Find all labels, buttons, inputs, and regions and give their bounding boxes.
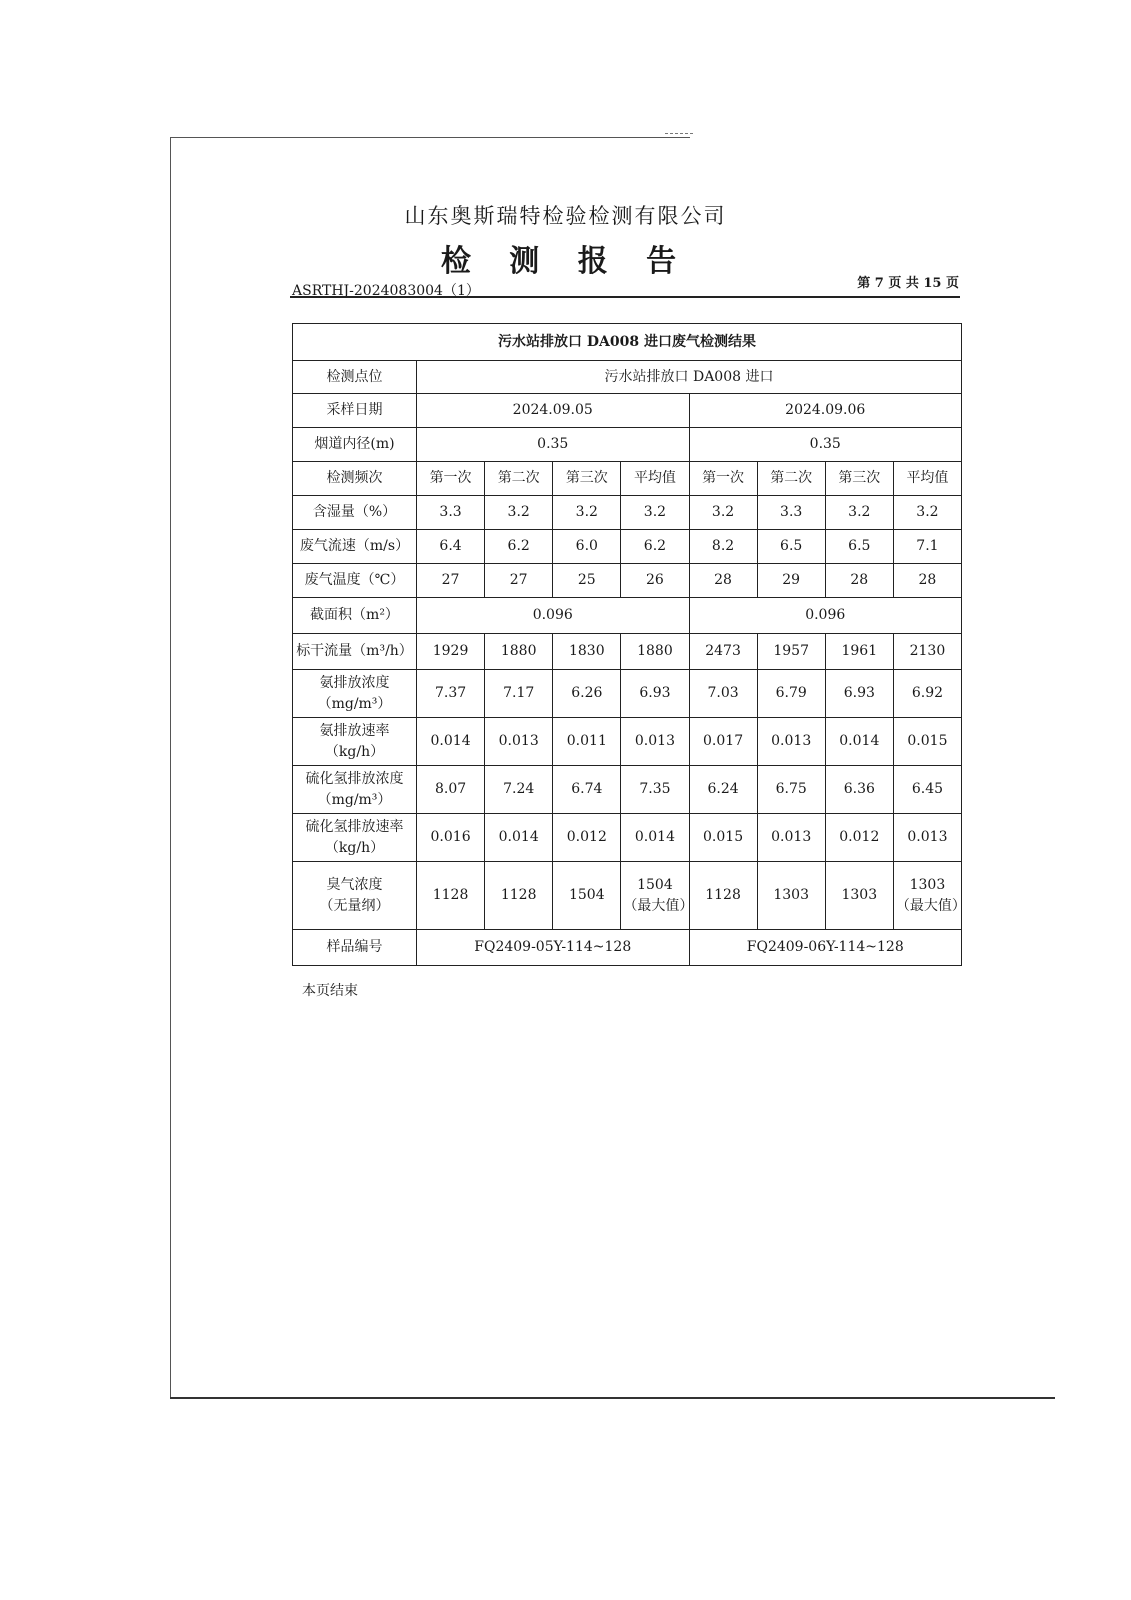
value-cell: 6.5 xyxy=(825,530,893,564)
row-label: 样品编号 xyxy=(293,930,417,966)
value-cell: 0.013 xyxy=(893,814,961,862)
table-row xyxy=(293,718,962,766)
table-row xyxy=(293,766,962,814)
table-row xyxy=(293,598,962,634)
table-caption: 污水站排放口 DA008 进口废气检测结果 xyxy=(293,324,962,361)
value-cell: 0.015 xyxy=(689,814,757,862)
date-day2: 2024.09.06 xyxy=(689,394,962,428)
value-cell: 0.015 xyxy=(893,718,961,766)
value-cell: 3.2 xyxy=(553,496,621,530)
page-frame-bottom xyxy=(170,1397,1055,1399)
value-cell: 1128 xyxy=(485,862,553,930)
freq-cell: 第一次 xyxy=(689,462,757,496)
value-cell: 27 xyxy=(485,564,553,598)
value-cell: 0.013 xyxy=(757,814,825,862)
diameter-day1: 0.35 xyxy=(417,428,690,462)
value-cell: 6.93 xyxy=(825,670,893,718)
row-label-line: 臭气浓度 xyxy=(326,877,383,894)
page-end-note: 本页结束 xyxy=(302,983,358,999)
value-cell: 29 xyxy=(757,564,825,598)
value-cell: 3.3 xyxy=(417,496,485,530)
value-cell: 3.2 xyxy=(485,496,553,530)
table-row xyxy=(293,530,962,564)
row-label-unit: （无量纲） xyxy=(319,897,390,914)
freq-cell: 第三次 xyxy=(825,462,893,496)
row-label-unit: （kg/h） xyxy=(324,839,385,856)
row-label xyxy=(293,766,417,814)
row-label: 标干流量（m³/h） xyxy=(293,634,417,670)
value-cell: 6.74 xyxy=(553,766,621,814)
table-row xyxy=(293,670,962,718)
report-number: ASRTHJ-2024083004（1） xyxy=(292,283,480,299)
row-label xyxy=(293,814,417,862)
table-row xyxy=(293,564,962,598)
value-cell: 1830 xyxy=(553,634,621,670)
table-row xyxy=(293,862,962,930)
page-frame-top xyxy=(170,137,690,138)
value-cell: 8.2 xyxy=(689,530,757,564)
value-cell: 6.4 xyxy=(417,530,485,564)
area-day1: 0.096 xyxy=(417,598,690,634)
value-cell: 27 xyxy=(417,564,485,598)
value-cell: 1128 xyxy=(689,862,757,930)
area-day2: 0.096 xyxy=(689,598,962,634)
value-cell: 6.26 xyxy=(553,670,621,718)
freq-cell: 第二次 xyxy=(485,462,553,496)
value-cell: 6.92 xyxy=(893,670,961,718)
page-frame-mark xyxy=(665,133,693,134)
row-label-line: 硫化氢排放浓度 xyxy=(305,771,404,788)
point-value: 污水站排放口 DA008 进口 xyxy=(417,361,962,394)
page-counter: 第 7 页 共 15 页 xyxy=(857,276,959,291)
value-cell: 2473 xyxy=(689,634,757,670)
value-cell: 26 xyxy=(621,564,689,598)
freq-cell: 第三次 xyxy=(553,462,621,496)
value-cell: 0.014 xyxy=(825,718,893,766)
row-label: 废气温度（℃） xyxy=(293,564,417,598)
value-cell: 0.017 xyxy=(689,718,757,766)
value-cell: 8.07 xyxy=(417,766,485,814)
table-row xyxy=(293,361,962,394)
report-title: 检 测 报 告 xyxy=(440,244,691,279)
value-cell: 6.0 xyxy=(553,530,621,564)
row-label xyxy=(293,862,417,930)
value-cell: 3.3 xyxy=(757,496,825,530)
value-cell: 1929 xyxy=(417,634,485,670)
value-cell: 3.2 xyxy=(621,496,689,530)
value-cell: 28 xyxy=(893,564,961,598)
row-label xyxy=(293,670,417,718)
value-cell: 25 xyxy=(553,564,621,598)
value-cell: 6.2 xyxy=(621,530,689,564)
value-cell: 0.012 xyxy=(825,814,893,862)
row-label-line: 氨排放浓度 xyxy=(319,675,390,692)
freq-cell: 第二次 xyxy=(757,462,825,496)
value-cell: 1961 xyxy=(825,634,893,670)
value-cell: 0.016 xyxy=(417,814,485,862)
value-cell: 1303 xyxy=(757,862,825,930)
row-label-unit: （mg/m³） xyxy=(317,695,392,712)
row-label: 检测频次 xyxy=(293,462,417,496)
value-cell: 1880 xyxy=(621,634,689,670)
value-cell: 0.014 xyxy=(417,718,485,766)
table-row xyxy=(293,496,962,530)
row-label: 截面积（m²） xyxy=(293,598,417,634)
page-frame-left xyxy=(170,137,171,1397)
table-row xyxy=(293,428,962,462)
value-cell: 7.35 xyxy=(621,766,689,814)
value-cell: 1957 xyxy=(757,634,825,670)
freq-cell: 第一次 xyxy=(417,462,485,496)
header-rule xyxy=(290,296,960,298)
row-label-line: 氨排放速率 xyxy=(319,723,390,740)
value-cell: 28 xyxy=(689,564,757,598)
value-cell: 3.2 xyxy=(689,496,757,530)
freq-cell: 平均值 xyxy=(893,462,961,496)
row-label: 废气流速（m/s） xyxy=(293,530,417,564)
table-row xyxy=(293,462,962,496)
value-cell: 0.014 xyxy=(621,814,689,862)
results-table xyxy=(292,323,966,966)
row-label-line: 硫化氢排放速率 xyxy=(305,819,404,836)
value-cell: 6.93 xyxy=(621,670,689,718)
value-cell: 0.013 xyxy=(621,718,689,766)
value-cell: 6.79 xyxy=(757,670,825,718)
table-row xyxy=(293,814,962,862)
value-cell: 6.24 xyxy=(689,766,757,814)
value-cell: 6.45 xyxy=(893,766,961,814)
value-cell: 6.2 xyxy=(485,530,553,564)
company-name: 山东奥斯瑞特检验检测有限公司 xyxy=(404,204,727,228)
row-label: 检测点位 xyxy=(293,361,417,394)
value-cell: 7.37 xyxy=(417,670,485,718)
row-label: 采样日期 xyxy=(293,394,417,428)
row-label: 含湿量（%） xyxy=(293,496,417,530)
table-row xyxy=(293,634,962,670)
value-cell: 0.011 xyxy=(553,718,621,766)
row-label: 烟道内径(m) xyxy=(293,428,417,462)
value-cell: 7.17 xyxy=(485,670,553,718)
value-cell: 0.012 xyxy=(553,814,621,862)
date-day1: 2024.09.05 xyxy=(417,394,690,428)
value-cell: 3.2 xyxy=(893,496,961,530)
value-cell: 0.013 xyxy=(485,718,553,766)
value-cell: 1303（最大值） xyxy=(893,862,961,930)
table-row xyxy=(293,930,962,966)
sample-day1: FQ2409-05Y-114~128 xyxy=(417,930,690,966)
value-cell: 7.03 xyxy=(689,670,757,718)
value-cell: 3.2 xyxy=(825,496,893,530)
row-label-unit: （kg/h） xyxy=(324,743,385,760)
value-cell: 2130 xyxy=(893,634,961,670)
row-label-unit: （mg/m³） xyxy=(317,791,392,808)
value-cell: 1303 xyxy=(825,862,893,930)
sample-day2: FQ2409-06Y-114~128 xyxy=(689,930,962,966)
value-cell: 0.013 xyxy=(757,718,825,766)
diameter-day2: 0.35 xyxy=(689,428,962,462)
freq-cell: 平均值 xyxy=(621,462,689,496)
value-cell: 6.75 xyxy=(757,766,825,814)
value-cell: 1504（最大值） xyxy=(621,862,689,930)
value-cell: 1128 xyxy=(417,862,485,930)
value-cell: 1880 xyxy=(485,634,553,670)
value-cell: 7.1 xyxy=(893,530,961,564)
value-cell: 7.24 xyxy=(485,766,553,814)
value-cell: 6.36 xyxy=(825,766,893,814)
value-cell: 28 xyxy=(825,564,893,598)
value-cell: 6.5 xyxy=(757,530,825,564)
value-cell: 0.014 xyxy=(485,814,553,862)
row-label xyxy=(293,718,417,766)
value-cell: 1504 xyxy=(553,862,621,930)
table-row xyxy=(293,394,962,428)
